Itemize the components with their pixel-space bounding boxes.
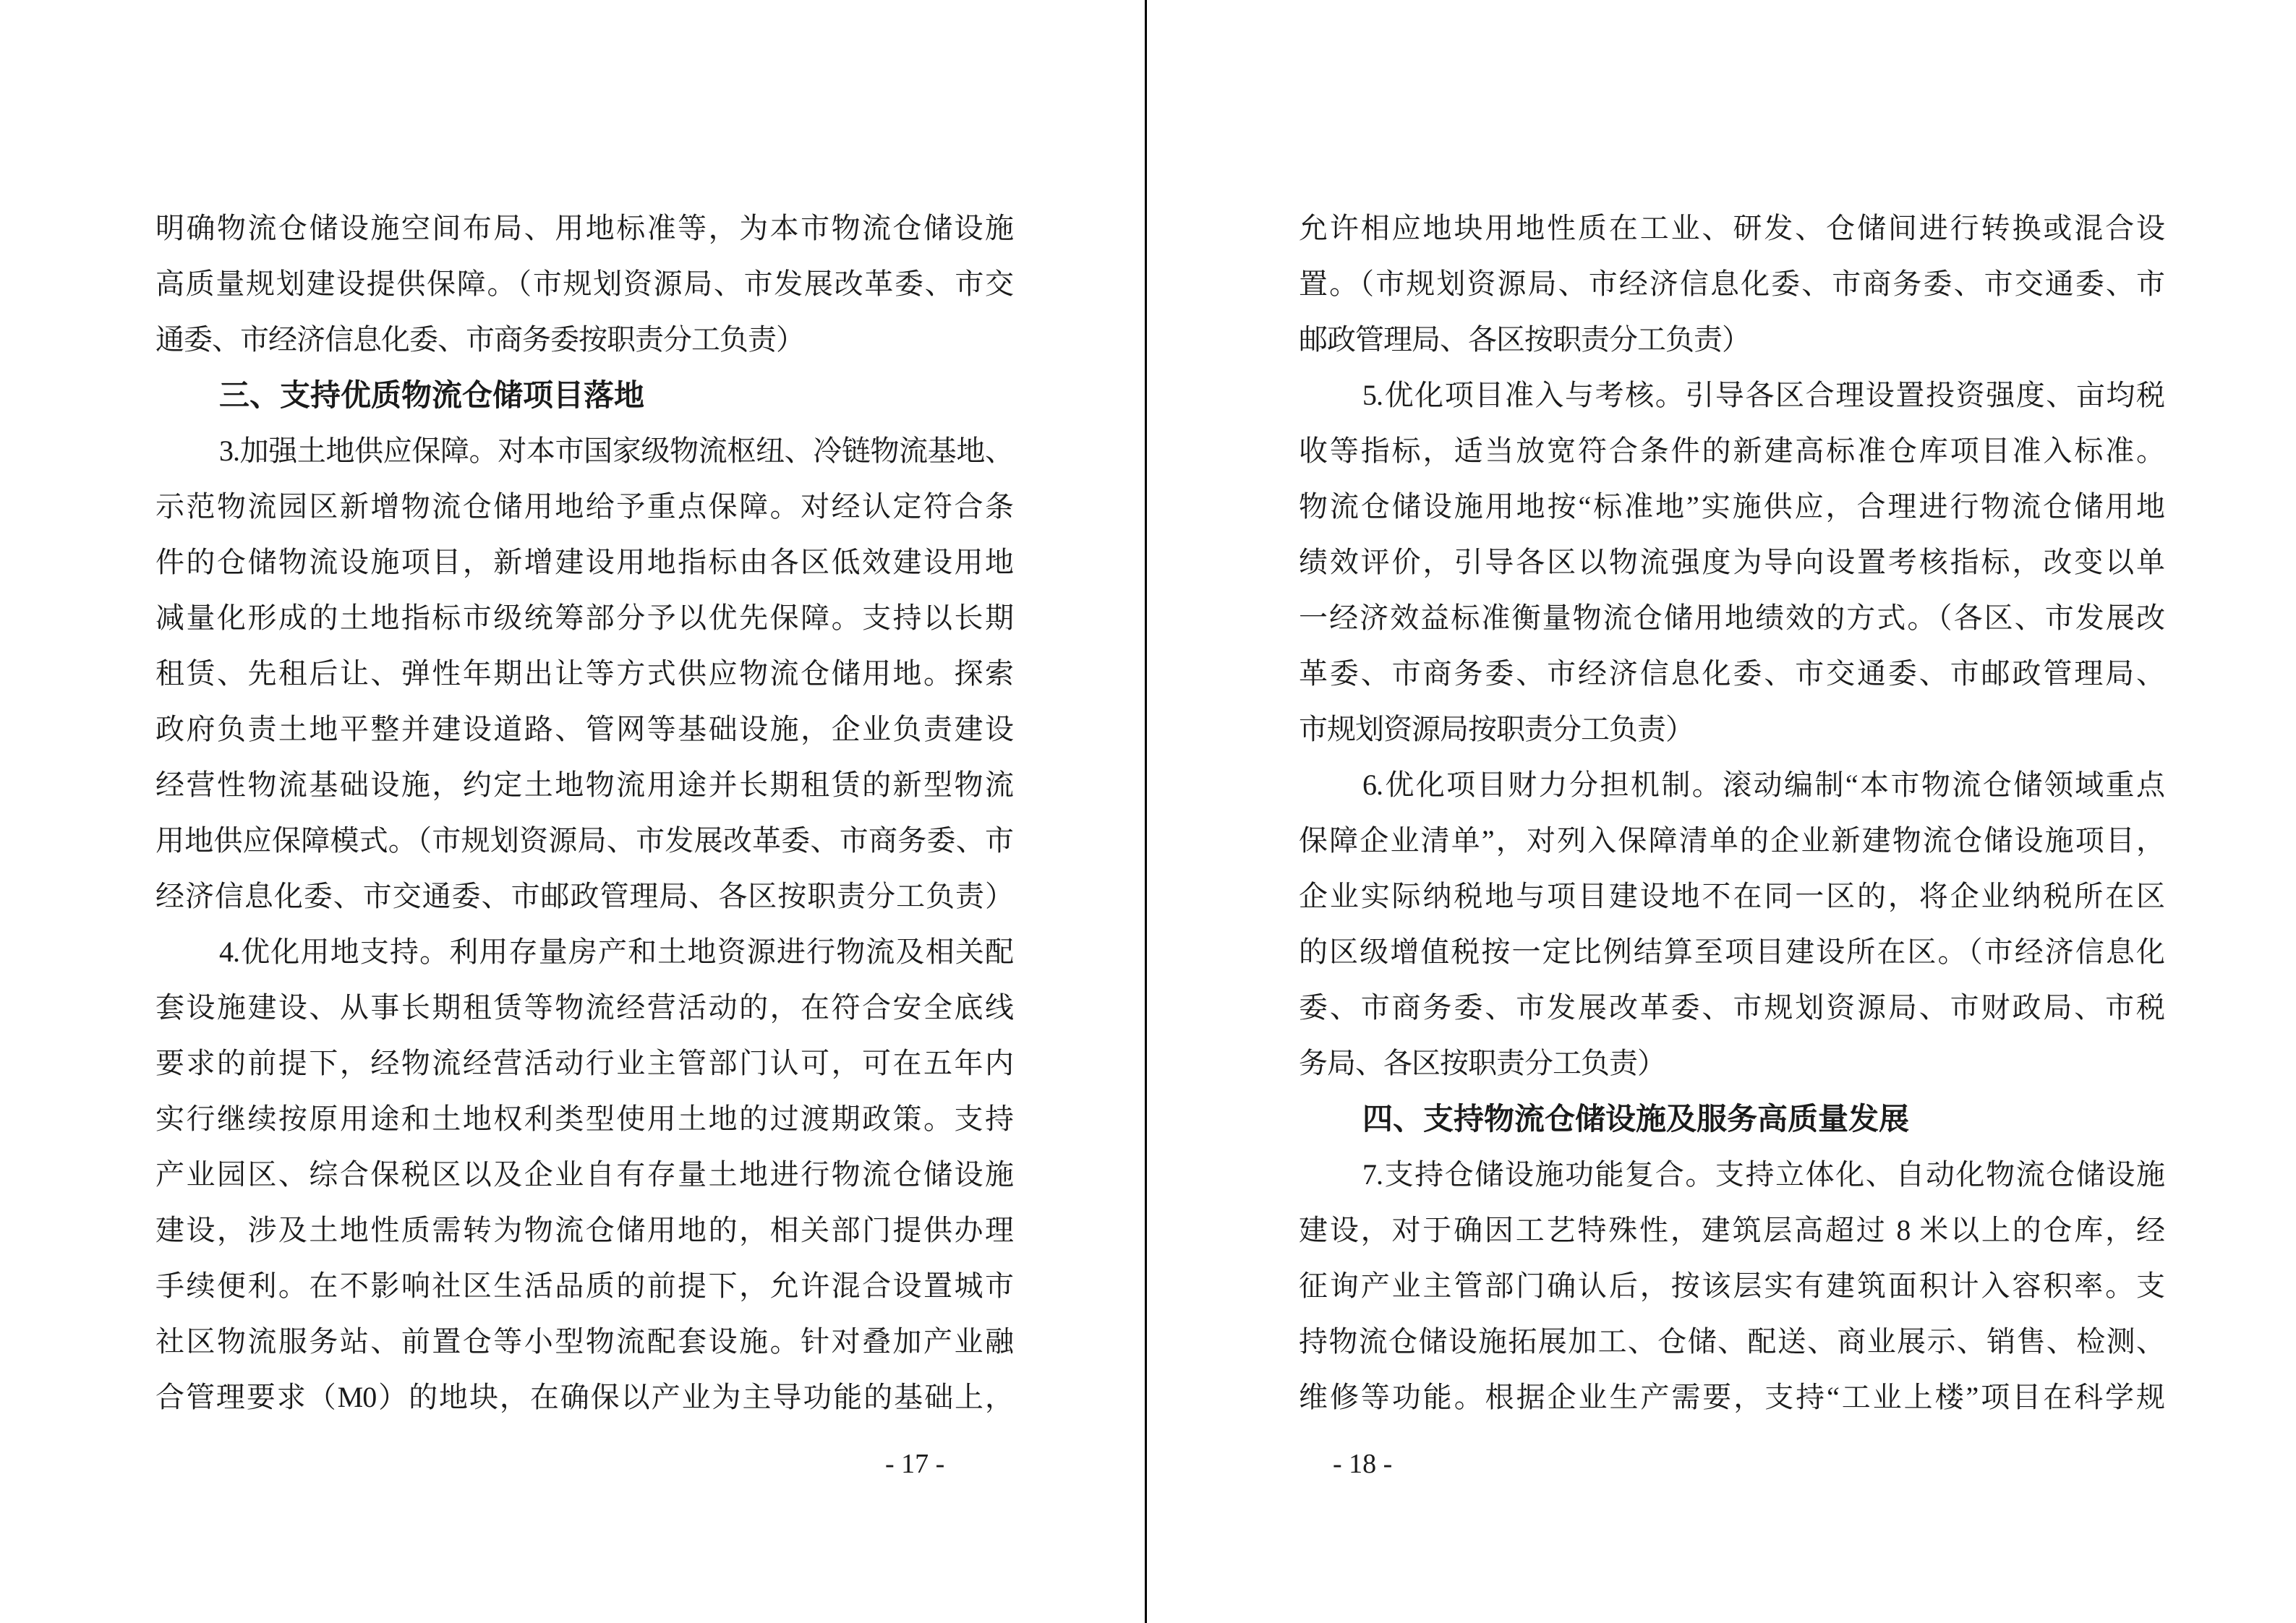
text-line: 一经济效益标准衡量物流仓储用地绩效的方式。（各区、市发展改	[1299, 601, 2164, 634]
text-line: 社区物流服务站、前置仓等小型物流配套设施。针对叠加产业融	[155, 1325, 1013, 1358]
text-line: 手续便利。在不影响社区生活品质的前提下，允许混合设置城市	[155, 1269, 1013, 1302]
text-line: 的区级增值税按一定比例结算至项目建设所在区。（市经济信息化	[1299, 935, 2164, 968]
page-17-number: - 17 -	[885, 1449, 945, 1479]
text-line: 建设，涉及土地性质需转为物流仓储用地的，相关部门提供办理	[155, 1214, 1013, 1246]
text-line: 务局、各区按职责分工负责）	[1299, 1047, 1665, 1079]
text-line: 示范物流园区新增物流仓储用地给予重点保障。对经认定符合条	[155, 490, 1013, 523]
text-line: 允许相应地块用地性质在工业、研发、仓储间进行转换或混合设	[1299, 212, 2164, 244]
text-line: 经济信息化委、市交通委、市邮政管理局、各区按职责分工负责）	[155, 880, 1013, 912]
text-line: 绩效评价，引导各区以物流强度为导向设置考核指标，改变以单	[1299, 546, 2164, 578]
text-line: 高质量规划建设提供保障。（市规划资源局、市发展改革委、市交	[155, 267, 1013, 300]
text-line: 革委、市商务委、市经济信息化委、市交通委、市邮政管理局、	[1299, 657, 2164, 690]
text-line: 合管理要求（M0）的地块，在确保以产业为主导功能的基础上，	[155, 1381, 1013, 1413]
page-18-number: - 18 -	[1333, 1449, 1393, 1479]
text-line: 政府负责土地平整并建设道路、管网等基础设施，企业负责建设	[155, 713, 1013, 745]
section-heading: 三、支持优质物流仓储项目落地	[219, 377, 645, 413]
text-line: 用地供应保障模式。（市规划资源局、市发展改革委、市商务委、市	[155, 824, 1013, 857]
page-17-column	[155, 200, 1013, 1425]
text-line: 持物流仓储设施拓展加工、仓储、配送、商业展示、销售、检测、	[1299, 1325, 2164, 1358]
text-line: 件的仓储物流设施项目，新增建设用地指标由各区低效建设用地	[155, 546, 1013, 578]
text-line: 实行继续按原用途和土地权利类型使用土地的过渡期政策。支持	[155, 1102, 1013, 1135]
text-line: 保障企业清单”，对列入保障清单的企业新建物流仓储设施项目，	[1299, 824, 2164, 857]
text-line: 套设施建设、从事长期租赁等物流经营活动的，在符合安全底线	[155, 991, 1013, 1024]
text-line: 3.加强土地供应保障。对本市国家级物流枢纽、冷链物流基地、	[219, 434, 1013, 467]
text-line: 7.支持仓储设施功能复合。支持立体化、自动化物流仓储设施	[1362, 1158, 2164, 1191]
section-heading: 四、支持物流仓储设施及服务高质量发展	[1362, 1101, 1910, 1136]
text-line: 维修等功能。根据企业生产需要，支持“工业上楼”项目在科学规	[1299, 1381, 2164, 1413]
text-line: 产业园区、综合保税区以及企业自有存量土地进行物流仓储设施	[155, 1158, 1013, 1191]
text-line: 物流仓储设施用地按“标准地”实施供应，合理进行物流仓储用地	[1299, 490, 2164, 523]
text-line: 市规划资源局按职责分工负责）	[1299, 713, 1694, 745]
text-line: 征询产业主管部门确认后，按该层实有建筑面积计入容积率。支	[1299, 1269, 2164, 1302]
text-line: 明确物流仓储设施空间布局、用地标准等，为本市物流仓储设施	[155, 212, 1013, 244]
text-line: 邮政管理局、各区按职责分工负责）	[1299, 323, 1750, 356]
text-line: 委、市商务委、市发展改革委、市规划资源局、市财政局、市税	[1299, 991, 2164, 1024]
text-line: 经营性物流基础设施，约定土地物流用途并长期租赁的新型物流	[155, 768, 1013, 801]
page-18-column	[1299, 200, 2164, 1425]
text-line: 租赁、先租后让、弹性年期出让等方式供应物流仓储用地。探索	[155, 657, 1013, 690]
text-line: 置。（市规划资源局、市经济信息化委、市商务委、市交通委、市	[1299, 267, 2164, 300]
page-divider-line	[1145, 0, 1147, 1623]
text-line: 要求的前提下，经物流经营活动行业主管部门认可，可在五年内	[155, 1047, 1013, 1079]
text-line: 5.优化项目准入与考核。引导各区合理设置投资强度、亩均税	[1362, 379, 2164, 411]
text-line: 通委、市经济信息化委、市商务委按职责分工负责）	[155, 323, 804, 356]
text-line: 减量化形成的土地指标市级统筹部分予以优先保障。支持以长期	[155, 601, 1013, 634]
text-line: 企业实际纳税地与项目建设地不在同一区的，将企业纳税所在区	[1299, 880, 2164, 912]
text-line: 建设，对于确因工艺特殊性，建筑层高超过 8 米以上的仓库，经	[1299, 1214, 2164, 1246]
text-line: 6.优化项目财力分担机制。滚动编制“本市物流仓储领域重点	[1362, 768, 2164, 801]
text-line: 收等指标，适当放宽符合条件的新建高标准仓库项目准入标准。	[1299, 434, 2164, 467]
text-line: 4.优化用地支持。利用存量房产和土地资源进行物流及相关配	[219, 935, 1013, 968]
